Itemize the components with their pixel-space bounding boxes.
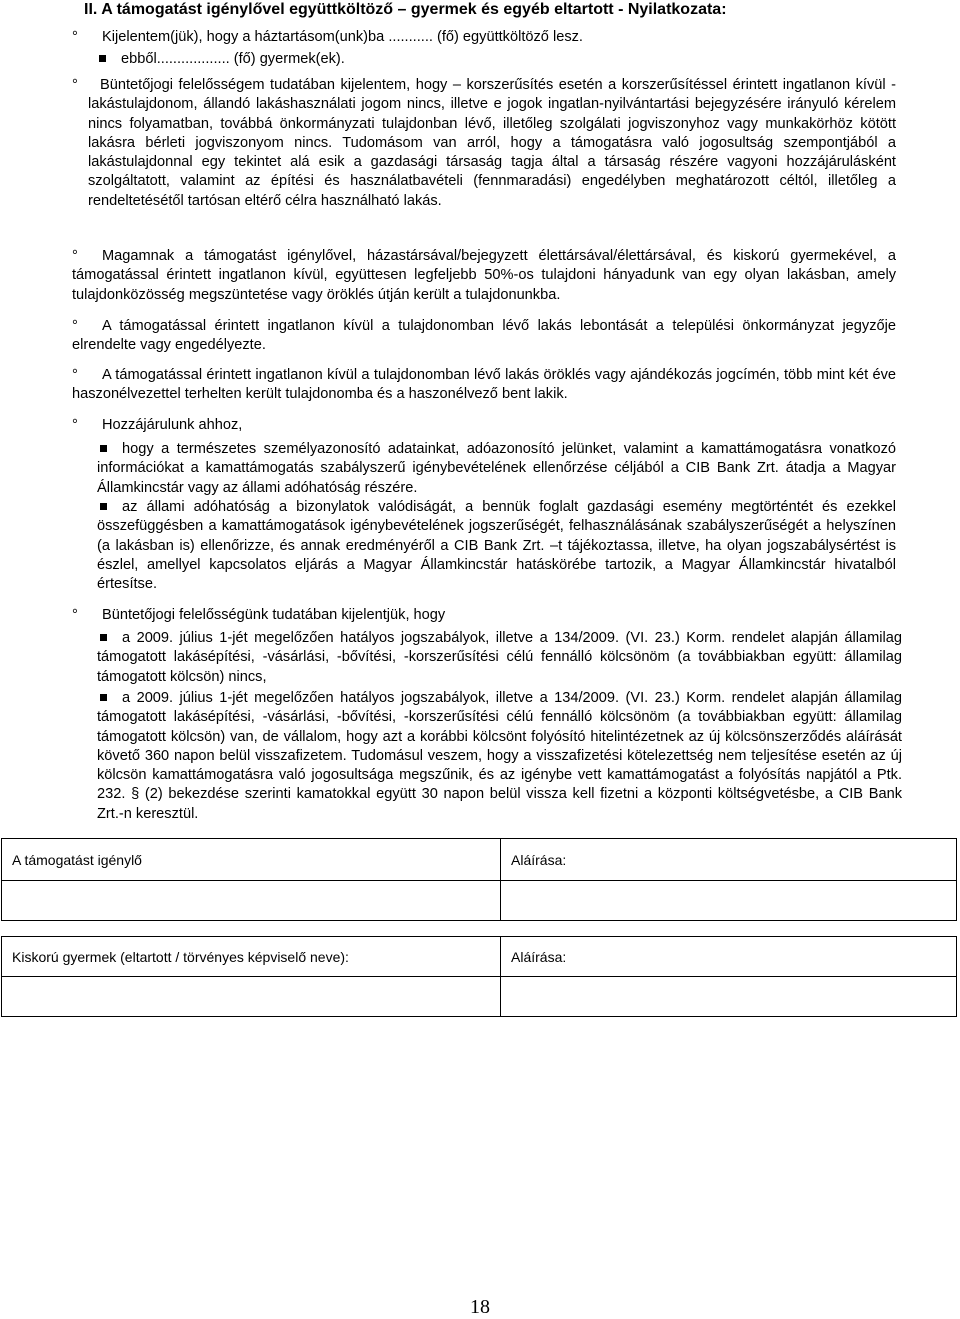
applicant-signature-field[interactable] (501, 881, 957, 921)
consent-sub-item-1: hogy a természetes személyazonosító adatainkat, adóazonosító jelünket, valamint a kamattámogatásra vonatkozó információkat a kamattámogatás szabályszerű igénybevételének ellenőrzése céljából a CIB Bank Zrt. átadja a Magyar Államkincstár vagy az állami adóhatóság részére. (97, 441, 896, 496)
consent-sub-item-2: az állami adóhatóság a bizonylatok valódiságát, a bennük foglalt gazdasági esemény megtörténtét és ezekkel összefüggésben a kamattámogatások igénybevételének jogszerűségét, felhasználásának szabályszerűségét a helyszínen (a lakásban is) ellenőrizze, és annak eredményéről a CIB Bank Zrt. –t tájékoztassa, illetve, ha olyan jogszabálysértést is észlel, amellyel kapcsolatos eljárás a Magyar Államkincstár hatáskörébe tartozik, a Magyar Államkincstár hivatalból értesítse. (97, 499, 896, 593)
degree-bullet-icon: ° (72, 248, 78, 264)
statement-household: ° Kijelentem(jük), hogy a háztartásom(unk)ba ........... (fő) együttköltöző lesz. (72, 28, 887, 47)
statement-ownership-share: ° Magamnak a támogatást igénylővel, házastársával/bejegyzett élettársával/élettársával, és kiskorú gyermekével, a támogatással érintett ingatlanon kívül, együttesen legfeljebb 50%-os tulajdoni hányadunk van egy olyan lakásban, amely tulajdonközösség megszüntetése vagy öröklés útján került a tulajdonunkba. (72, 248, 896, 303)
page-number: 18 (470, 1296, 490, 1318)
square-bullet-icon (97, 689, 122, 708)
square-bullet-icon (97, 498, 122, 517)
square-bullet-icon (97, 629, 122, 648)
child-name-field[interactable] (2, 977, 501, 1017)
square-bullet-icon (97, 440, 122, 459)
degree-bullet-icon: ° (72, 417, 78, 433)
child-signature-table (1, 936, 957, 1017)
applicant-name-field[interactable] (2, 881, 501, 921)
degree-bullet-icon: ° (72, 367, 78, 383)
statement-demolition: ° A támogatással érintett ingatlanon kívül a tulajdonomban lévő lakás lebontását a települési önkormányzat jegyzője elrendelte vagy engedélyezte. (72, 318, 896, 354)
child-signature-label: Aláírása: (501, 937, 957, 977)
statement-criminal-liability-2: ° Büntetőjogi felelősségünk tudatában kijelentjük, hogy (72, 606, 896, 625)
applicant-signature-table (1, 838, 957, 921)
loan-sub-item-2: a 2009. július 1-jét megelőzően hatályos jogszabályok, illetve a 134/2009. (VI. 23.) Korm. rendelet alapján államilag támogatott lakásépítési, -vásárlási, -bővítési, -korszerűsítési célú fennálló kölcsönöm (a továbbiakban együtt: államilag támogatott kölcsön) van, de vállalom, hogy azt a korábbi kölcsönt folyósító hitelintézetnek az új kölcsönszerződés aláírását követő 360 napon belül visszafizetem. Tudomásul veszem, hogy a visszafizetési kötelezettség nem teljesítése esetén az új kölcsön kamattámogatásra való jogosultsága megszűnik, és az igénybe vett kamattámogatást a folyósítás napjától a Ptk. 232. § (2) bekezdése szerinti kamatokkal együtt 30 napon belül vissza kell fizetni a központi költségvetésbe, a CIB Bank Zrt.-n keresztül. (97, 690, 902, 822)
statement-criminal-liability-1: ° Büntetőjogi felelősségem tudatában kijelentem, hogy – korszerűsítés esetén a korszerűsítéssel érintett ingatlanon kívül - lakástulajdonom, állandó lakáshasználati jogom nincs, illetve e jogok ingatlan-nyilvántartási bejegyzésére irányuló kérelem nincs folyamatban, továbbá önkormányzati tulajdonban lévő, illetőleg szolgálati jogviszonyhoz vagy munkakörhöz kötött lakásra bérleti jogviszonyom nincs. Tudomásom van arról, hogy a támogatásra való jogosultság szempontjából a lakástulajdonnal egy tekintet alá esik a gazdasági társaság tagja által a társaság részére vagyoni hozzájárulásként szolgáltatott, valamint az építési és használatbavételi (fennmaradási) engedélyben meghatározott céltól, illetőleg a rendeltetésétől tartósan eltérő célra használható lakás. (72, 77, 896, 209)
statement-inheritance: ° A támogatással érintett ingatlanon kívül a tulajdonomban lévő lakás öröklés vagy ajándékozás jogcímén, több mint két éve haszonélvezettel terhelten került tulajdonomba és a haszonélvező bent lakik. (72, 367, 896, 403)
section-heading: II. A támogatást igénylővel együttköltöző – gyermek és egyéb eltartott - Nyilatkozata: (84, 1, 727, 18)
statement-consent: ° Hozzájárulunk ahhoz, (72, 416, 896, 435)
degree-bullet-icon: ° (72, 29, 78, 45)
child-name-label: Kiskorú gyermek (eltartott / törvényes képviselő neve): (2, 937, 501, 977)
applicant-signature-label: Aláírása: (501, 839, 957, 881)
square-bullet-icon (96, 50, 121, 69)
degree-bullet-icon: ° (72, 607, 78, 623)
degree-bullet-icon: ° (72, 318, 78, 334)
degree-bullet-icon: ° (72, 77, 78, 93)
statement-children: ebből.................. (fő) gyermek(ek). (96, 50, 911, 69)
applicant-name-label: A támogatást igénylő (2, 839, 501, 881)
loan-sub-item-1: a 2009. július 1-jét megelőzően hatályos jogszabályok, illetve a 134/2009. (VI. 23.) Korm. rendelet alapján államilag támogatott lakásépítési, -vásárlási, -bővítési, -korszerűsítési célú fennálló kölcsönöm (a továbbiakban együtt: államilag támogatott kölcsön) nincs, (97, 630, 902, 685)
child-signature-field[interactable] (501, 977, 957, 1017)
